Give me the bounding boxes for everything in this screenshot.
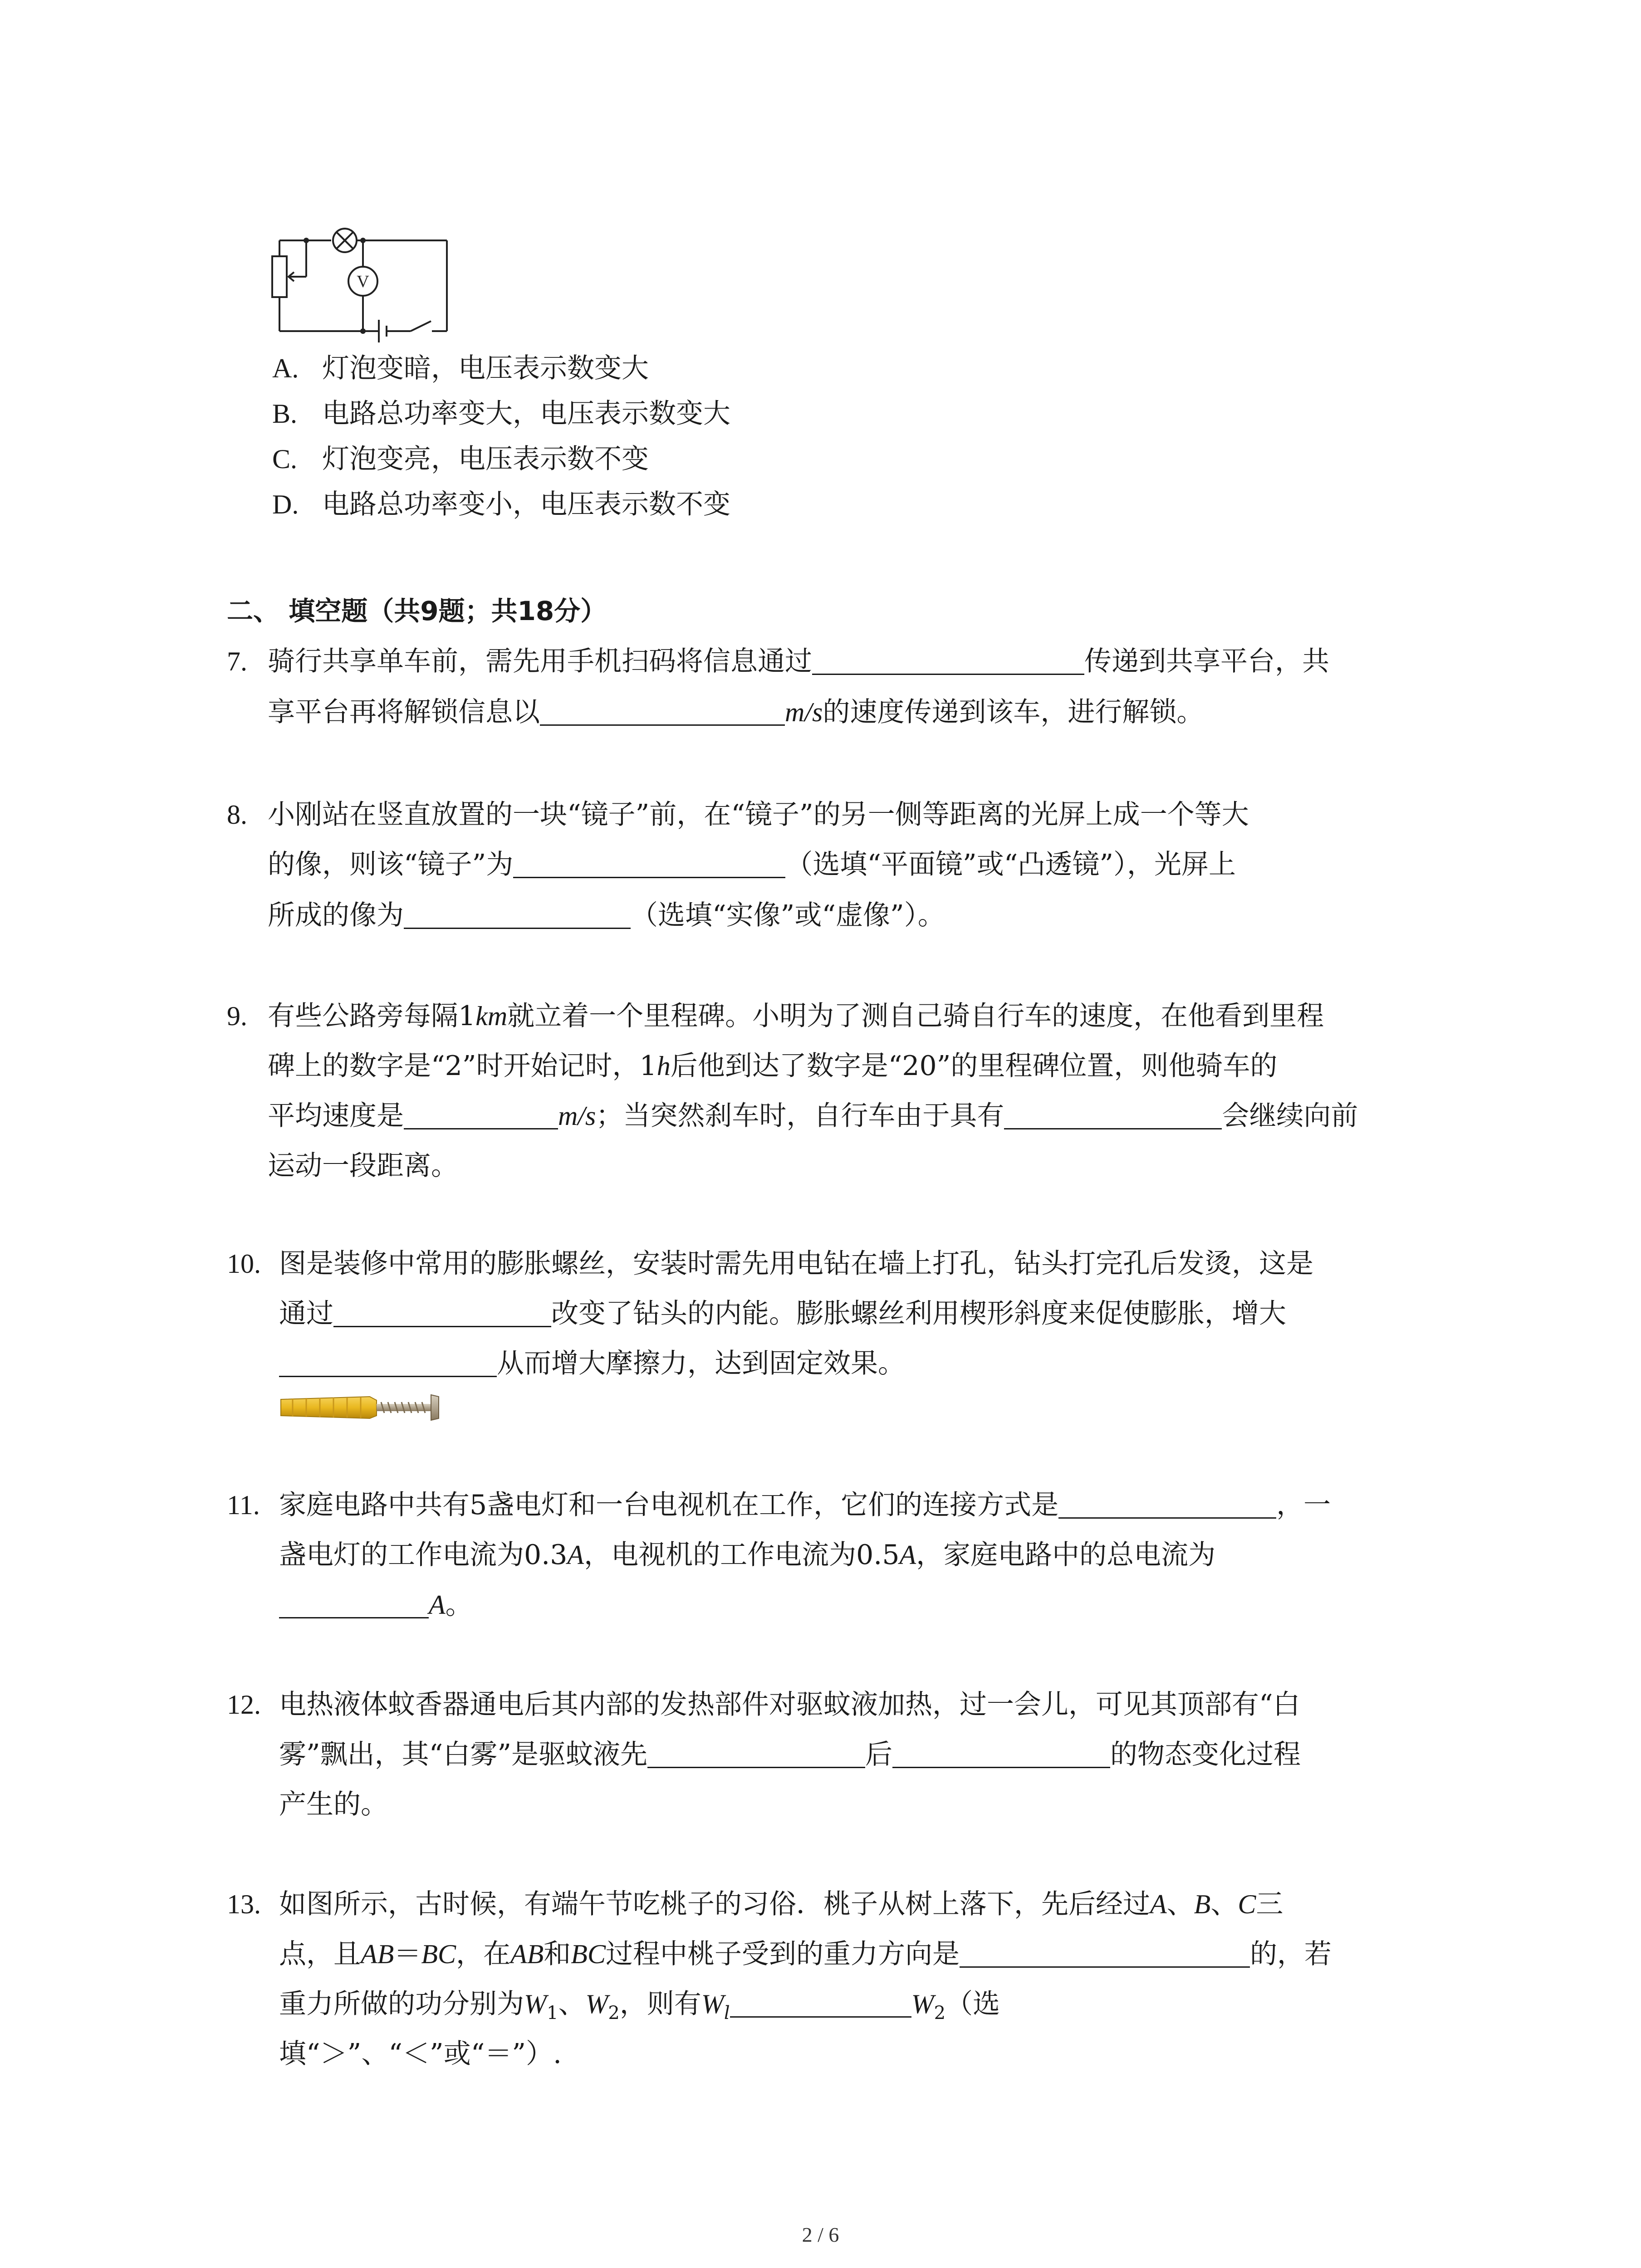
option-a [272, 350, 649, 386]
answer-blank[interactable] [333, 1299, 551, 1327]
question-number: 7. [227, 646, 247, 676]
question-line: 通过 改变了钻头的内能。膨胀螺丝利用楔形斜度来促使膨胀，增大 [279, 1298, 1286, 1330]
option-text: 灯泡变暗，电压表示数变大 [322, 352, 649, 384]
answer-blank[interactable] [892, 1740, 1110, 1768]
question-line: 盏电灯的工作电流为0.3A，电视机的工作电流为0.5A，家庭电路中的总电流为 [279, 1539, 1216, 1571]
answer-blank[interactable] [540, 697, 785, 726]
question-line: 小刚站在竖直放置的一块“镜子”前，在“镜子”的另一侧等距离的光屏上成一个等大 [268, 799, 1249, 831]
question-line: 有些公路旁每隔1km就立着一个里程碑。小明为了测自己骑自行车的速度，在他看到里程 [268, 1000, 1324, 1032]
option-text: 电路总功率变大，电压表示数变大 [322, 398, 730, 430]
question-line: 雾”飘出，其“白雾”是驱蚊液先 后 的物态变化过程 [279, 1739, 1301, 1770]
question-number: 12. [227, 1690, 261, 1720]
question-line: 从而增大摩擦力，达到固定效果。 [279, 1345, 905, 1382]
option-text: 灯泡变亮，电压表示数不变 [322, 443, 649, 475]
voltmeter-label: V [357, 272, 369, 291]
answer-blank[interactable] [960, 1939, 1250, 1968]
question-line: 享平台再将解锁信息以 m/s的速度传递到该车，进行解锁。 [268, 696, 1204, 728]
question-line: 家庭电路中共有5盏电灯和一台电视机在工作，它们的连接方式是 ，一 [279, 1489, 1331, 1521]
question-number: 13. [227, 1889, 261, 1919]
circuit-diagram [263, 213, 458, 349]
question-number: 10. [227, 1249, 261, 1279]
option-key: C. [272, 444, 298, 474]
option-key: B. [272, 399, 298, 429]
question-line: A。 [279, 1587, 473, 1623]
answer-blank[interactable] [647, 1740, 865, 1768]
answer-blank[interactable] [404, 900, 631, 929]
question-line: 重力所做的功分别为$W_1$、$W_2$，则有$W_l$ $W_2$（选 [279, 1988, 1000, 2024]
answer-blank[interactable] [1058, 1490, 1276, 1519]
question-number: 11. [227, 1490, 260, 1520]
expansion-bolt-image [279, 1390, 447, 1424]
question-line: 骑行共享单车前，需先用手机扫码将信息通过 传递到共享平台，共 [268, 645, 1329, 677]
question-line: 平均速度是 m/s；当突然刹车时，自行车由于具有 会继续向前 [268, 1100, 1358, 1132]
question-number: 8. [227, 800, 247, 830]
option-text: 电路总功率变小，电压表示数不变 [322, 489, 730, 520]
question-line: 碑上的数字是“2”时开始记时，1h后他到达了数字是“20”的里程碑位置，则他骑车的 [268, 1050, 1278, 1082]
option-key: A. [272, 353, 299, 383]
question-line: 电热液体蚊香器通电后其内部的发热部件对驱蚊液加热，过一会儿，可见其顶部有“白 [279, 1689, 1300, 1721]
answer-blank[interactable] [1004, 1101, 1222, 1129]
question-line: 运动一段距离。 [268, 1150, 458, 1182]
question-line: 产生的。 [279, 1789, 388, 1820]
option-d [272, 486, 730, 523]
answer-blank[interactable] [730, 1989, 911, 2018]
switch-icon [411, 321, 431, 331]
option-key: D. [272, 489, 299, 519]
question-line: 点，且AB＝BC，在AB和BC过程中桃子受到的重力方向是 的，若 [279, 1938, 1332, 1970]
page-number: 2 / 6 [802, 2223, 839, 2246]
section-title: 二、 填空题（共9题；共18分） [227, 596, 607, 626]
question-line: 的像，则该“镜子”为 （选填“平面镜”或“凸透镜”），光屏上 [268, 849, 1236, 880]
rheostat-icon [272, 256, 287, 297]
question-line: 所成的像为 （选填“实像”或“虚像”）。 [268, 899, 945, 931]
option-b [272, 396, 730, 432]
answer-blank[interactable] [404, 1101, 558, 1129]
question-line: 填“＞”、“＜”或“＝”）. [279, 2038, 562, 2070]
answer-blank[interactable] [279, 1349, 497, 1377]
answer-blank[interactable] [812, 646, 1084, 675]
question-line: 图是装修中常用的膨胀螺丝，安装时需先用电钻在墙上打孔，钻头打完孔后发烫，这是 [279, 1248, 1313, 1280]
question-line: 如图所示，古时候，有端午节吃桃子的习俗．桃子从树上落下，先后经过A、B、C三 [279, 1888, 1283, 1920]
answer-blank[interactable] [279, 1590, 429, 1618]
option-c [272, 441, 649, 477]
question-number: 9. [227, 1001, 247, 1031]
answer-blank[interactable] [513, 850, 785, 878]
